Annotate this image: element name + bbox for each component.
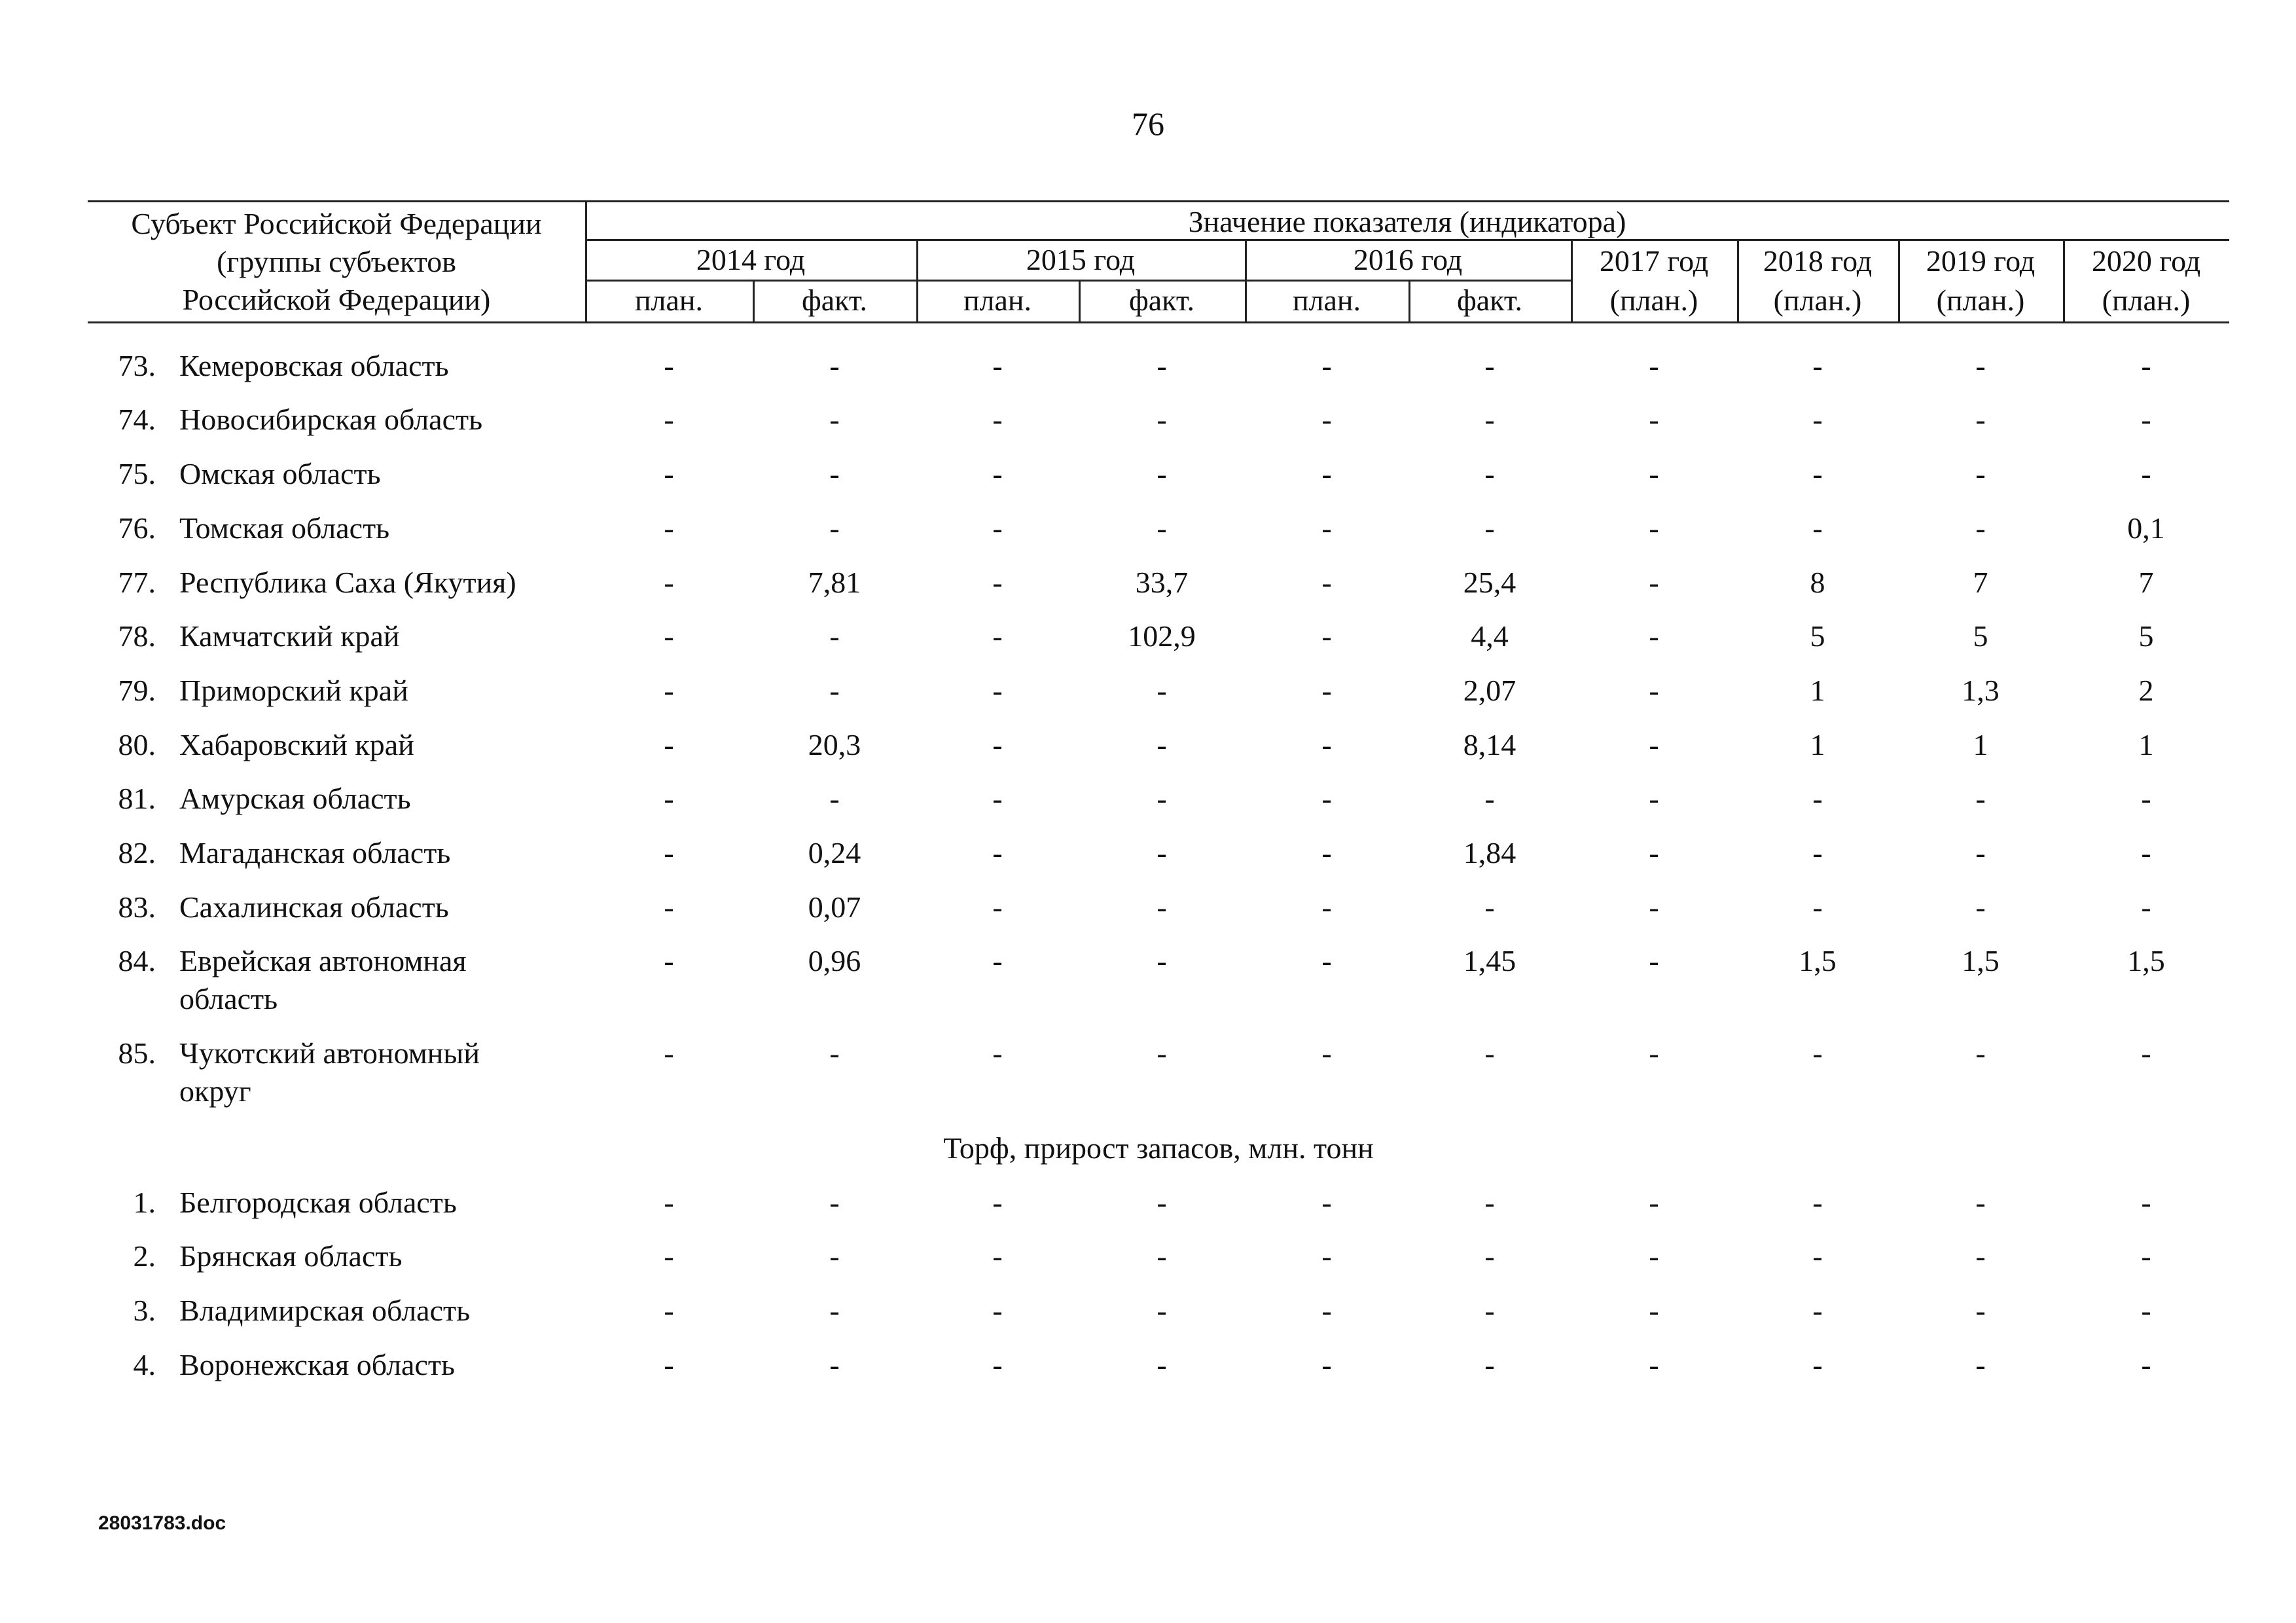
- value-cell: -: [829, 403, 840, 436]
- value-cell: -: [1157, 1186, 1167, 1219]
- value-cell: -: [1812, 782, 1823, 815]
- value-cell: -: [1812, 1348, 1823, 1381]
- value-cell: -: [1975, 511, 1986, 545]
- value-cell: -: [1157, 1294, 1167, 1327]
- row-number: 79.: [118, 674, 156, 707]
- value-cell: 8: [1810, 566, 1825, 599]
- value-cell: -: [992, 1186, 1003, 1219]
- value-cell: -: [1321, 566, 1332, 599]
- value-cell: -: [2141, 1239, 2151, 1273]
- value-cell: -: [1321, 403, 1332, 436]
- row-number: 83.: [118, 890, 156, 924]
- table-row: [88, 1184, 2229, 1236]
- value-cell: -: [1321, 349, 1332, 382]
- value-cell: -: [664, 1348, 674, 1381]
- region-name: Амурская область: [179, 782, 411, 815]
- table-row: [88, 942, 2229, 1015]
- value-cell: -: [664, 1186, 674, 1219]
- document-filename: 28031783.doc: [98, 1512, 226, 1534]
- table-row: [88, 401, 2229, 453]
- value-cell: -: [992, 674, 1003, 707]
- value-cell: -: [829, 782, 840, 815]
- row-number: 73.: [118, 349, 156, 382]
- table-row: [88, 834, 2229, 886]
- value-cell: -: [1157, 349, 1167, 382]
- value-cell: -: [992, 1348, 1003, 1381]
- region-name: Белгородская область: [179, 1186, 457, 1219]
- row-number: 3.: [133, 1294, 156, 1327]
- year-2015-header: 2015 год: [1026, 243, 1136, 276]
- value-cell: -: [1484, 349, 1495, 382]
- value-cell: -: [664, 457, 674, 490]
- value-cell: -: [829, 619, 840, 653]
- value-cell: 0,1: [2127, 511, 2165, 545]
- value-cell: -: [992, 782, 1003, 815]
- value-cell: -: [829, 1348, 840, 1381]
- value-cell: -: [992, 728, 1003, 761]
- row-number: 77.: [118, 566, 156, 599]
- value-cell: -: [1484, 457, 1495, 490]
- value-cell: -: [992, 1294, 1003, 1327]
- value-cell: -: [829, 511, 840, 545]
- value-cell: -: [1812, 890, 1823, 924]
- value-cell: -: [1975, 457, 1986, 490]
- value-cell: 2,07: [1463, 674, 1516, 707]
- row-number: 4.: [133, 1348, 156, 1381]
- value-cell: -: [1975, 1348, 1986, 1381]
- value-cell: -: [2141, 403, 2151, 436]
- value-cell: -: [1321, 1348, 1332, 1381]
- value-cell: -: [664, 566, 674, 599]
- value-cell: -: [1321, 457, 1332, 490]
- region-name: Новосибирская область: [179, 403, 483, 436]
- row-number: 74.: [118, 403, 156, 436]
- value-cell: -: [2141, 782, 2151, 815]
- value-cell: -: [1484, 403, 1495, 436]
- region-name: Омская область: [179, 457, 381, 490]
- value-cell: -: [1321, 836, 1332, 869]
- value-cell: -: [1157, 728, 1167, 761]
- value-cell: -: [1321, 619, 1332, 653]
- value-cell: -: [664, 728, 674, 761]
- value-cell: -: [1484, 1239, 1495, 1273]
- value-cell: -: [664, 403, 674, 436]
- value-cell: 1,5: [1799, 944, 1837, 977]
- value-cell: -: [1157, 511, 1167, 545]
- value-cell: -: [1157, 1036, 1167, 1070]
- value-cell: -: [1321, 1294, 1332, 1327]
- table-row: [88, 780, 2229, 832]
- value-cell: -: [2141, 1036, 2151, 1070]
- value-cell: -: [1157, 782, 1167, 815]
- value-cell: -: [992, 349, 1003, 382]
- value-cell: 7,81: [808, 566, 861, 599]
- value-cell: -: [2141, 457, 2151, 490]
- value-cell: -: [664, 836, 674, 869]
- value-cell: -: [1321, 1036, 1332, 1070]
- value-cell: -: [1975, 1186, 1986, 1219]
- fact-2015-header: факт.: [1128, 283, 1195, 317]
- value-cell: -: [1649, 619, 1659, 653]
- year-2016-header: 2016 год: [1353, 243, 1463, 276]
- value-cell: -: [664, 674, 674, 707]
- value-cell: -: [829, 1186, 840, 1219]
- value-cell: -: [2141, 1348, 2151, 1381]
- value-cell: 7: [2138, 566, 2154, 599]
- value-cell: -: [1649, 674, 1659, 707]
- value-cell: -: [992, 511, 1003, 545]
- value-cell: -: [664, 1239, 674, 1273]
- value-cell: -: [1321, 782, 1332, 815]
- value-cell: 1: [1973, 728, 1988, 761]
- value-cell: -: [1812, 1294, 1823, 1327]
- value-cell: 1: [1810, 674, 1825, 707]
- value-cell: -: [1975, 1036, 1986, 1070]
- plan-2015-header: план.: [963, 283, 1032, 317]
- value-cell: 5: [1810, 619, 1825, 653]
- region-name: Томская область: [179, 511, 390, 545]
- year-2020-header: 2020 год: [2091, 244, 2201, 278]
- region-name: Сахалинская область: [179, 890, 449, 924]
- value-cell: -: [1975, 349, 1986, 382]
- value-cell: -: [829, 1294, 840, 1327]
- value-cell: -: [1649, 890, 1659, 924]
- value-cell: -: [664, 890, 674, 924]
- value-cell: -: [1975, 403, 1986, 436]
- value-cell: -: [992, 457, 1003, 490]
- row-number: 1.: [133, 1186, 156, 1219]
- value-cell: -: [992, 403, 1003, 436]
- value-cell: 1,5: [2127, 944, 2165, 977]
- value-cell: -: [1649, 511, 1659, 545]
- row-number: 75.: [118, 457, 156, 490]
- fact-2014-header: факт.: [801, 283, 868, 317]
- value-cell: 5: [1973, 619, 1988, 653]
- value-cell: 20,3: [808, 728, 861, 761]
- value-cell: -: [1649, 457, 1659, 490]
- table-row: [88, 1346, 2229, 1398]
- value-cell: -: [1649, 403, 1659, 436]
- value-cell: -: [1649, 836, 1659, 869]
- value-cell: -: [1484, 1294, 1495, 1327]
- value-cell: -: [829, 1239, 840, 1273]
- page-number: 76: [1132, 105, 1164, 142]
- value-cell: -: [664, 1294, 674, 1327]
- region-name: Брянская область: [179, 1239, 403, 1273]
- table-row: [88, 509, 2229, 562]
- region-name: Владимирская область: [179, 1294, 471, 1327]
- year-2020-note: (план.): [2102, 283, 2191, 317]
- region-name: Воронежская область: [179, 1348, 455, 1381]
- value-cell: -: [1484, 782, 1495, 815]
- table-row: [88, 1292, 2229, 1344]
- row-number: 81.: [118, 782, 156, 815]
- value-cell: 1,3: [1962, 674, 2000, 707]
- year-2018-header: 2018 год: [1763, 244, 1873, 278]
- value-cell: 102,9: [1128, 619, 1196, 653]
- year-2019-note: (план.): [1936, 283, 2025, 317]
- value-cell: -: [1484, 1348, 1495, 1381]
- value-cell: -: [1975, 782, 1986, 815]
- row-number: 78.: [118, 619, 156, 653]
- table-row: [88, 1237, 2229, 1290]
- value-cell: -: [1649, 728, 1659, 761]
- value-cell: -: [1812, 1239, 1823, 1273]
- value-cell: 4,4: [1471, 619, 1509, 653]
- region-name: Приморский край: [179, 674, 408, 707]
- indicator-header: Значение показателя (индикатора): [1188, 205, 1626, 238]
- region-name: Камчатский край: [179, 619, 400, 653]
- year-2019-header: 2019 год: [1926, 244, 2036, 278]
- value-cell: -: [829, 674, 840, 707]
- value-cell: -: [664, 782, 674, 815]
- value-cell: 2: [2138, 674, 2154, 707]
- value-cell: -: [992, 566, 1003, 599]
- year-2017-note: (план.): [1609, 283, 1698, 317]
- value-cell: -: [1812, 836, 1823, 869]
- value-cell: -: [664, 944, 674, 977]
- value-cell: -: [2141, 1186, 2151, 1219]
- table-row: [88, 726, 2229, 778]
- region-name: Кемеровская область: [179, 349, 449, 382]
- value-cell: -: [1975, 836, 1986, 869]
- value-cell: -: [992, 619, 1003, 653]
- table-row: [88, 1034, 2229, 1108]
- value-cell: -: [829, 349, 840, 382]
- value-cell: -: [1157, 890, 1167, 924]
- region-name: Хабаровский край: [179, 728, 414, 761]
- value-cell: -: [1157, 1348, 1167, 1381]
- row-number: 84.: [118, 944, 156, 977]
- value-cell: -: [1812, 457, 1823, 490]
- value-cell: -: [1321, 944, 1332, 977]
- plan-2016-header: план.: [1292, 283, 1361, 317]
- value-cell: -: [1812, 403, 1823, 436]
- value-cell: 33,7: [1135, 566, 1189, 599]
- value-cell: -: [1484, 1186, 1495, 1219]
- value-cell: -: [2141, 1294, 2151, 1327]
- value-cell: -: [1649, 782, 1659, 815]
- value-cell: 1,5: [1962, 944, 2000, 977]
- table-row: [88, 564, 2229, 616]
- value-cell: -: [1157, 457, 1167, 490]
- value-cell: -: [1649, 1186, 1659, 1219]
- value-cell: -: [1649, 349, 1659, 382]
- value-cell: 1: [2138, 728, 2154, 761]
- section-title: Торф, прирост запасов, млн. тонн: [943, 1131, 1374, 1165]
- table-row: [88, 347, 2229, 399]
- value-cell: -: [1975, 1239, 1986, 1273]
- value-cell: -: [1484, 1036, 1495, 1070]
- value-cell: -: [1484, 511, 1495, 545]
- value-cell: -: [1975, 1294, 1986, 1327]
- value-cell: -: [664, 349, 674, 382]
- value-cell: -: [1649, 1294, 1659, 1327]
- year-2017-header: 2017 год: [1599, 244, 1709, 278]
- region-name: Республика Саха (Якутия): [179, 566, 516, 599]
- table-header: [88, 200, 2229, 323]
- value-cell: -: [1649, 944, 1659, 977]
- value-cell: -: [2141, 836, 2151, 869]
- row-number: 80.: [118, 728, 156, 761]
- value-cell: -: [829, 1036, 840, 1070]
- value-cell: -: [1157, 944, 1167, 977]
- value-cell: -: [1321, 890, 1332, 924]
- region-name: Еврейская автономная область: [179, 944, 467, 1015]
- value-cell: -: [1649, 566, 1659, 599]
- value-cell: -: [1484, 890, 1495, 924]
- value-cell: -: [1321, 511, 1332, 545]
- value-cell: -: [992, 1036, 1003, 1070]
- row-number: 85.: [118, 1036, 156, 1070]
- value-cell: 1: [1810, 728, 1825, 761]
- table-row: [88, 888, 2229, 941]
- value-cell: -: [1975, 890, 1986, 924]
- value-cell: -: [992, 1239, 1003, 1273]
- region-name: Магаданская область: [179, 836, 451, 869]
- value-cell: -: [1321, 1239, 1332, 1273]
- value-cell: -: [1157, 1239, 1167, 1273]
- value-cell: -: [992, 890, 1003, 924]
- row-number: 82.: [118, 836, 156, 869]
- table-row: [88, 672, 2229, 724]
- value-cell: -: [1321, 728, 1332, 761]
- value-cell: -: [664, 1036, 674, 1070]
- value-cell: -: [1649, 1239, 1659, 1273]
- value-cell: -: [2141, 890, 2151, 924]
- value-cell: 0,07: [808, 890, 861, 924]
- fact-2016-header: факт.: [1456, 283, 1523, 317]
- value-cell: -: [992, 836, 1003, 869]
- value-cell: 1,45: [1463, 944, 1516, 977]
- value-cell: -: [1812, 511, 1823, 545]
- value-cell: -: [1812, 1036, 1823, 1070]
- value-cell: -: [1649, 1348, 1659, 1381]
- value-cell: -: [1157, 836, 1167, 869]
- value-cell: -: [1321, 674, 1332, 707]
- value-cell: -: [1157, 403, 1167, 436]
- subject-column-header: Субъект Российской Федерации (группы субъектов Российской Федерации): [131, 207, 542, 316]
- region-name: Чукотский автономный округ: [179, 1036, 480, 1108]
- value-cell: -: [664, 619, 674, 653]
- plan-2014-header: план.: [634, 283, 704, 317]
- year-2014-header: 2014 год: [696, 243, 806, 276]
- value-cell: -: [992, 944, 1003, 977]
- year-2018-note: (план.): [1773, 283, 1862, 317]
- value-cell: -: [664, 511, 674, 545]
- value-cell: 5: [2138, 619, 2154, 653]
- value-cell: 0,96: [808, 944, 861, 977]
- value-cell: -: [1321, 1186, 1332, 1219]
- row-number: 76.: [118, 511, 156, 545]
- value-cell: 25,4: [1463, 566, 1516, 599]
- value-cell: -: [1812, 349, 1823, 382]
- value-cell: -: [1157, 674, 1167, 707]
- value-cell: -: [1812, 1186, 1823, 1219]
- table-row: [88, 455, 2229, 507]
- value-cell: -: [2141, 349, 2151, 382]
- table-row: [88, 617, 2229, 670]
- value-cell: -: [1649, 1036, 1659, 1070]
- row-number: 2.: [133, 1239, 156, 1273]
- value-cell: 1,84: [1463, 836, 1516, 869]
- value-cell: 7: [1973, 566, 1988, 599]
- value-cell: 8,14: [1463, 728, 1516, 761]
- value-cell: 0,24: [808, 836, 861, 869]
- value-cell: -: [829, 457, 840, 490]
